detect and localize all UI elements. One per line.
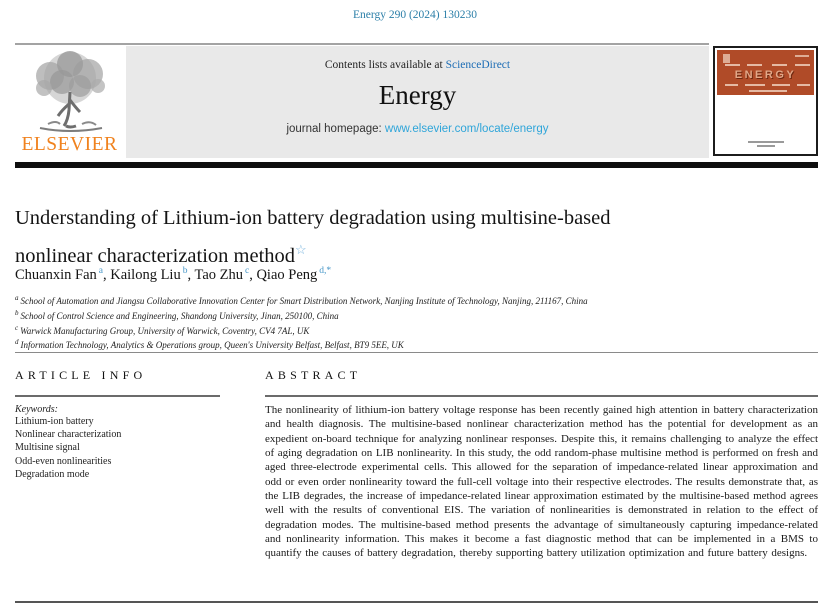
contents-line [126,59,709,71]
cover-journal-title: ENERGY [734,69,797,81]
cover-footer-text [757,145,775,147]
author: Qiao Peng $^{d,*}$ [256,266,332,283]
cover-decor-bar [745,84,765,86]
cover-decor-bar [797,84,810,86]
author: Chuanxin Fan $^a$, [15,266,111,283]
cover-decor-bar [772,84,790,86]
journal-citation: Energy 290 (2024) 130230 [352,9,478,21]
journal-homepage-link[interactable]: www.elsevier.com/locate/energy [384,123,549,135]
keyword: Odd-even nonlinearities [15,455,112,467]
article-title [15,203,755,272]
homepage-line [126,123,709,135]
abstract-text: The nonlinearity of lithium-ion battery voltage response has been recently gained high attention in battery characterization and health diagnosis. The multisine-based nonlinear characterization method has the potential for development as an expedient on-board technique for analyzing nonlinear responses. Despite this, it remains challenging to analyze the effect of aging degradation on LIB nonlinearity. In this study, the odd random-phase multisine method is performed on fresh and aged three-electrode experimental cells. This allowed for the separation of impedance-related linear approximation and odd or even order nonlinearity toward the full-cell voltage into their respective electrodes. The results demonstrate that, as the LIB degrades, the increase of impedance-related linear approximation estimated by the multisine-based method agrees well with the results of conventional EIS. The variation of nonlinearities is demonstrated in relation to the effect of degradation modes. The multisine-based method presents the advantage of simultaneously capturing impedance-related and nonlinearity information. This makes it become a fast diagnostic method that can be implemented in a BMS to quantify the causes of battery degradation, thereby supporting battery utilization optimization and future battery designs. [265,404,818,560]
keyword: Degradation mode [15,468,90,480]
elsevier-tree-logo [20,48,120,136]
page-bottom-rule [15,601,818,603]
author: Kailong Liu $^b$, [110,266,195,283]
journal-cover-thumbnail [713,46,818,156]
cover-mini-logo [723,54,730,63]
keyword: Multisine signal [15,442,80,454]
affiliation: $^a$ School of Automation and Jiangsu Collaborative Innovation Center for Smart Distribution Network, Nanjing Institute of Technology, Nanjing, 211167, China [15,294,588,306]
author: Tao Zhu $^c$, [194,266,257,283]
affiliation-list [15,293,805,352]
author-affil-ref: b [182,266,188,276]
cover-decor-bar [772,64,787,66]
cover-decor-bar [747,64,762,66]
author-list [15,266,715,284]
journal-header-box [126,46,709,158]
keywords-label: Keywords: [15,404,58,415]
article-info-rule [15,395,220,397]
abstract-column [265,368,818,561]
author-affil-ref: d,* [319,266,332,276]
article-info-heading: ARTICLE INFO [15,368,147,382]
affiliation: $^c$ Warwick Manufacturing Group, University of Warwick, Coventry, CV4 7AL, UK [15,323,310,336]
section-divider-rule [15,352,818,353]
header-top-rule [15,43,709,45]
cover-issue-text [795,55,809,57]
author-affil-ref: a [98,266,103,276]
journal-name: Energy [378,80,457,110]
affiliation: $^d$ Information Technology, Analytics & Operations group, Queen's University Belfast, Belfast, BT9 5EE, UK [15,338,404,351]
cover-decor-bar [795,64,810,66]
article-title-line2: nonlinear characterization method☆ [15,242,307,267]
cover-decor-bar [749,90,787,92]
homepage-prefix: journal homepage: [286,123,385,135]
cover-footer-text [748,141,784,143]
article-title-line1: Understanding of Lithium-ion battery degradation using multisine-based [15,207,611,229]
author-affil-ref: c [244,266,250,276]
article-info-column [15,368,220,481]
sciencedirect-link[interactable]: ScienceDirect [445,59,511,71]
abstract-rule [265,395,818,397]
keyword: Lithium-ion battery [15,416,94,427]
abstract-heading: ABSTRACT [265,368,362,382]
elsevier-logo [16,48,123,160]
keyword: Nonlinear characterization [15,429,122,441]
cover-decor-bar [725,64,740,66]
elsevier-wordmark: ELSEVIER [21,134,118,155]
title-footnote-star[interactable]: ☆ [295,242,307,257]
header-thick-rule [15,162,818,168]
cover-decor-bar [725,84,738,86]
contents-prefix: Contents lists available at [324,59,446,71]
cover-banner [717,50,814,95]
affiliation: $^b$ School of Control Science and Engineering, Shandong University, Jinan, 250100, China [15,308,339,321]
